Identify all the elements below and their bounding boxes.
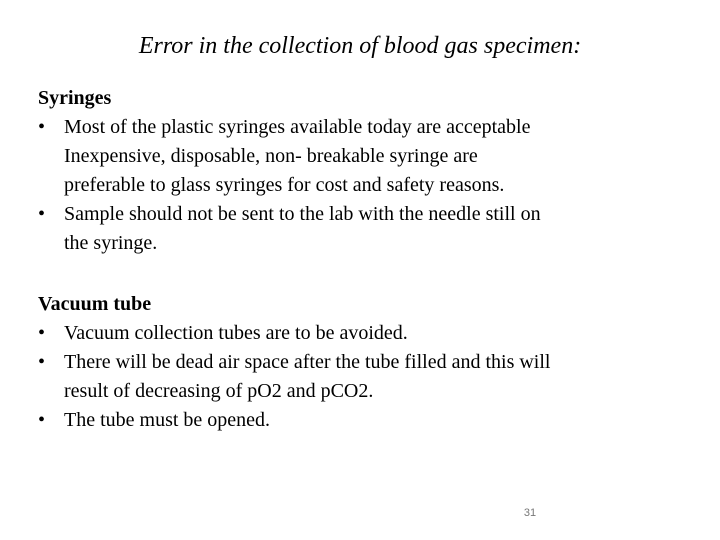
- bullet-icon: •: [38, 203, 46, 225]
- bullet-line: preferable to glass syringes for cost and safety reasons.: [64, 174, 505, 196]
- bullet-list: [38, 113, 678, 258]
- section-vacuum-tube: [38, 290, 678, 435]
- bullet-line: Sample should not be sent to the lab with the needle still on: [64, 203, 541, 225]
- bullet-item: [38, 200, 678, 258]
- bullet-item: [38, 348, 678, 406]
- bullet-line: Inexpensive, disposable, non- breakable syringe are: [64, 145, 478, 167]
- bullet-icon: •: [38, 409, 46, 431]
- bullet-item: [38, 113, 678, 200]
- bullet-line: the syringe.: [64, 232, 158, 254]
- bullet-line: Vacuum collection tubes are to be avoided.: [64, 322, 408, 344]
- bullet-line: Most of the plastic syringes available today are acceptable: [64, 116, 531, 138]
- page-number: 31: [523, 507, 537, 519]
- section-heading: Vacuum tube: [38, 293, 152, 315]
- slide-title: Error in the collection of blood gas specimen:: [138, 33, 582, 59]
- bullet-line: There will be dead air space after the tube filled and this will: [64, 351, 551, 373]
- bullet-line: The tube must be opened.: [64, 409, 271, 431]
- bullet-line: result of decreasing of pO2 and pCO2.: [64, 380, 374, 402]
- bullet-item: [38, 319, 678, 348]
- bullet-icon: •: [38, 351, 46, 373]
- section-syringes: [38, 84, 678, 258]
- bullet-list: [38, 319, 678, 435]
- bullet-icon: •: [38, 116, 46, 138]
- bullet-item: [38, 406, 678, 435]
- section-heading: Syringes: [38, 87, 112, 109]
- bullet-icon: •: [38, 322, 46, 344]
